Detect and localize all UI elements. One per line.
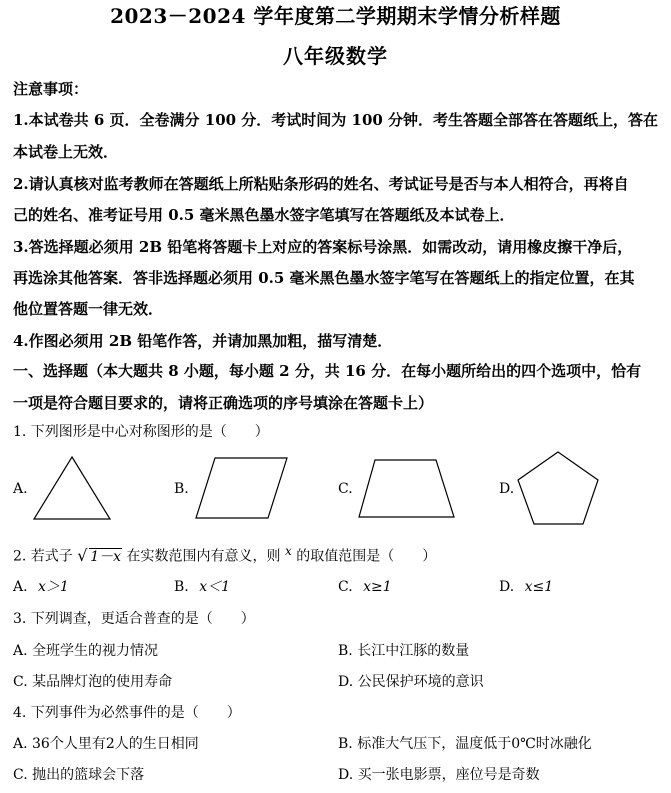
notice-line: 本试卷上无效． — [13, 143, 119, 161]
q1-option-b-label: B. — [174, 481, 189, 497]
radical-sign-icon: √ — [77, 545, 88, 565]
page-title: 2023－2024 学年度第二学期期末学情分析样题 — [110, 4, 561, 28]
q2-option-a-label: A. — [13, 579, 28, 595]
notice-line: 1.本试卷共 6 页．全卷满分 100 分．考试时间为 100 分钟．考生答题全部答在答题纸上，答在 — [13, 111, 659, 129]
section-heading: 一、选择题（本大题共 8 小题，每小题 2 分，共 16 分．在每小题所给出的四个选项中，恰有 — [13, 362, 642, 380]
q1-option-a-label: A. — [13, 481, 28, 497]
triangle-icon — [30, 455, 110, 525]
trapezoid-icon — [357, 457, 457, 527]
q3-option-d: D. 公民保护环境的意识 — [338, 674, 484, 690]
question-3-stem: 3. 下列调查，更适合普查的是（ ） — [13, 611, 255, 627]
q2-stem-mid: 在实数范围内有意义，则 — [126, 548, 281, 565]
q2-option-d-expr: x≤1 — [524, 579, 554, 595]
q2-option-c-label: C. — [338, 579, 353, 595]
q4-option-a: A. 36个人里有2人的生日相同 — [13, 736, 199, 752]
q2-radicand: 1－x — [90, 548, 122, 565]
q3-option-c: C. 某品牌灯泡的使用寿命 — [13, 674, 173, 690]
notice-line: 他位置答题一律无效． — [13, 300, 164, 318]
q2-option-c — [338, 579, 392, 596]
notice-line: 再选涂其他答案．答非选择题必须用 0.5 毫米黑色墨水签字笔写在答题纸上的指定位置，在其 — [13, 269, 635, 287]
section-heading: 一项是符合题目要求的，请将正确选项的序号填涂在答题卡上） — [13, 394, 434, 412]
q2-stem-post: 的取值范围是（ ） — [296, 548, 437, 565]
q1-option-c-label: C. — [338, 481, 353, 497]
parallelogram-icon — [193, 455, 293, 525]
sqrt-expression — [77, 545, 122, 566]
q3-option-a: A. 全班学生的视力情况 — [13, 643, 159, 659]
notice-line: 2.请认真核对监考教师在答题纸上所粘贴条形码的姓名、考试证号是否与本人相符合，再将自 — [13, 175, 629, 193]
q2-option-a — [13, 579, 69, 596]
pentagon-icon — [516, 450, 606, 530]
q2-var: x — [284, 544, 292, 558]
q2-option-c-expr: x≥1 — [363, 579, 392, 595]
question-4-stem: 4. 下列事件为必然事件的是（ ） — [13, 705, 241, 721]
q2-option-b-expr: x＜1 — [199, 579, 231, 595]
q4-option-c: C. 抛出的篮球会下落 — [13, 767, 145, 783]
page-subtitle: 八年级数学 — [283, 44, 388, 68]
q4-option-d: D. 买一张电影票，座位号是奇数 — [338, 767, 540, 783]
q4-option-b: B. 标准大气压下，温度低于0℃时冰融化 — [338, 736, 592, 752]
notice-heading: 注意事项： — [13, 80, 89, 98]
question-2-stem — [13, 543, 436, 566]
q2-option-a-expr: x＞1 — [38, 579, 69, 595]
q1-option-d-label: D. — [499, 481, 515, 497]
question-1-stem: 1. 下列图形是中心对称图形的是（ ） — [13, 424, 269, 440]
q3-option-b: B. 长江中江豚的数量 — [338, 643, 470, 659]
q2-option-d — [499, 579, 553, 596]
q2-stem-pre: 2. 若式子 — [13, 548, 73, 565]
notice-line: 3.答选择题必须用 2B 铅笔将答题卡上对应的答案标号涂黑．如需改动，请用橡皮擦干净后， — [13, 238, 633, 256]
notice-line: 己的姓名、准考证号用 0.5 毫米黑色墨水签字笔填写在答题纸及本试卷上． — [13, 206, 515, 224]
notice-line: 4.作图必须用 2B 铅笔作答，并请加黑加粗，描写清楚． — [13, 332, 393, 350]
q2-option-b-label: B. — [174, 579, 189, 595]
q2-option-d-label: D. — [499, 579, 515, 595]
q2-option-b — [174, 579, 230, 596]
